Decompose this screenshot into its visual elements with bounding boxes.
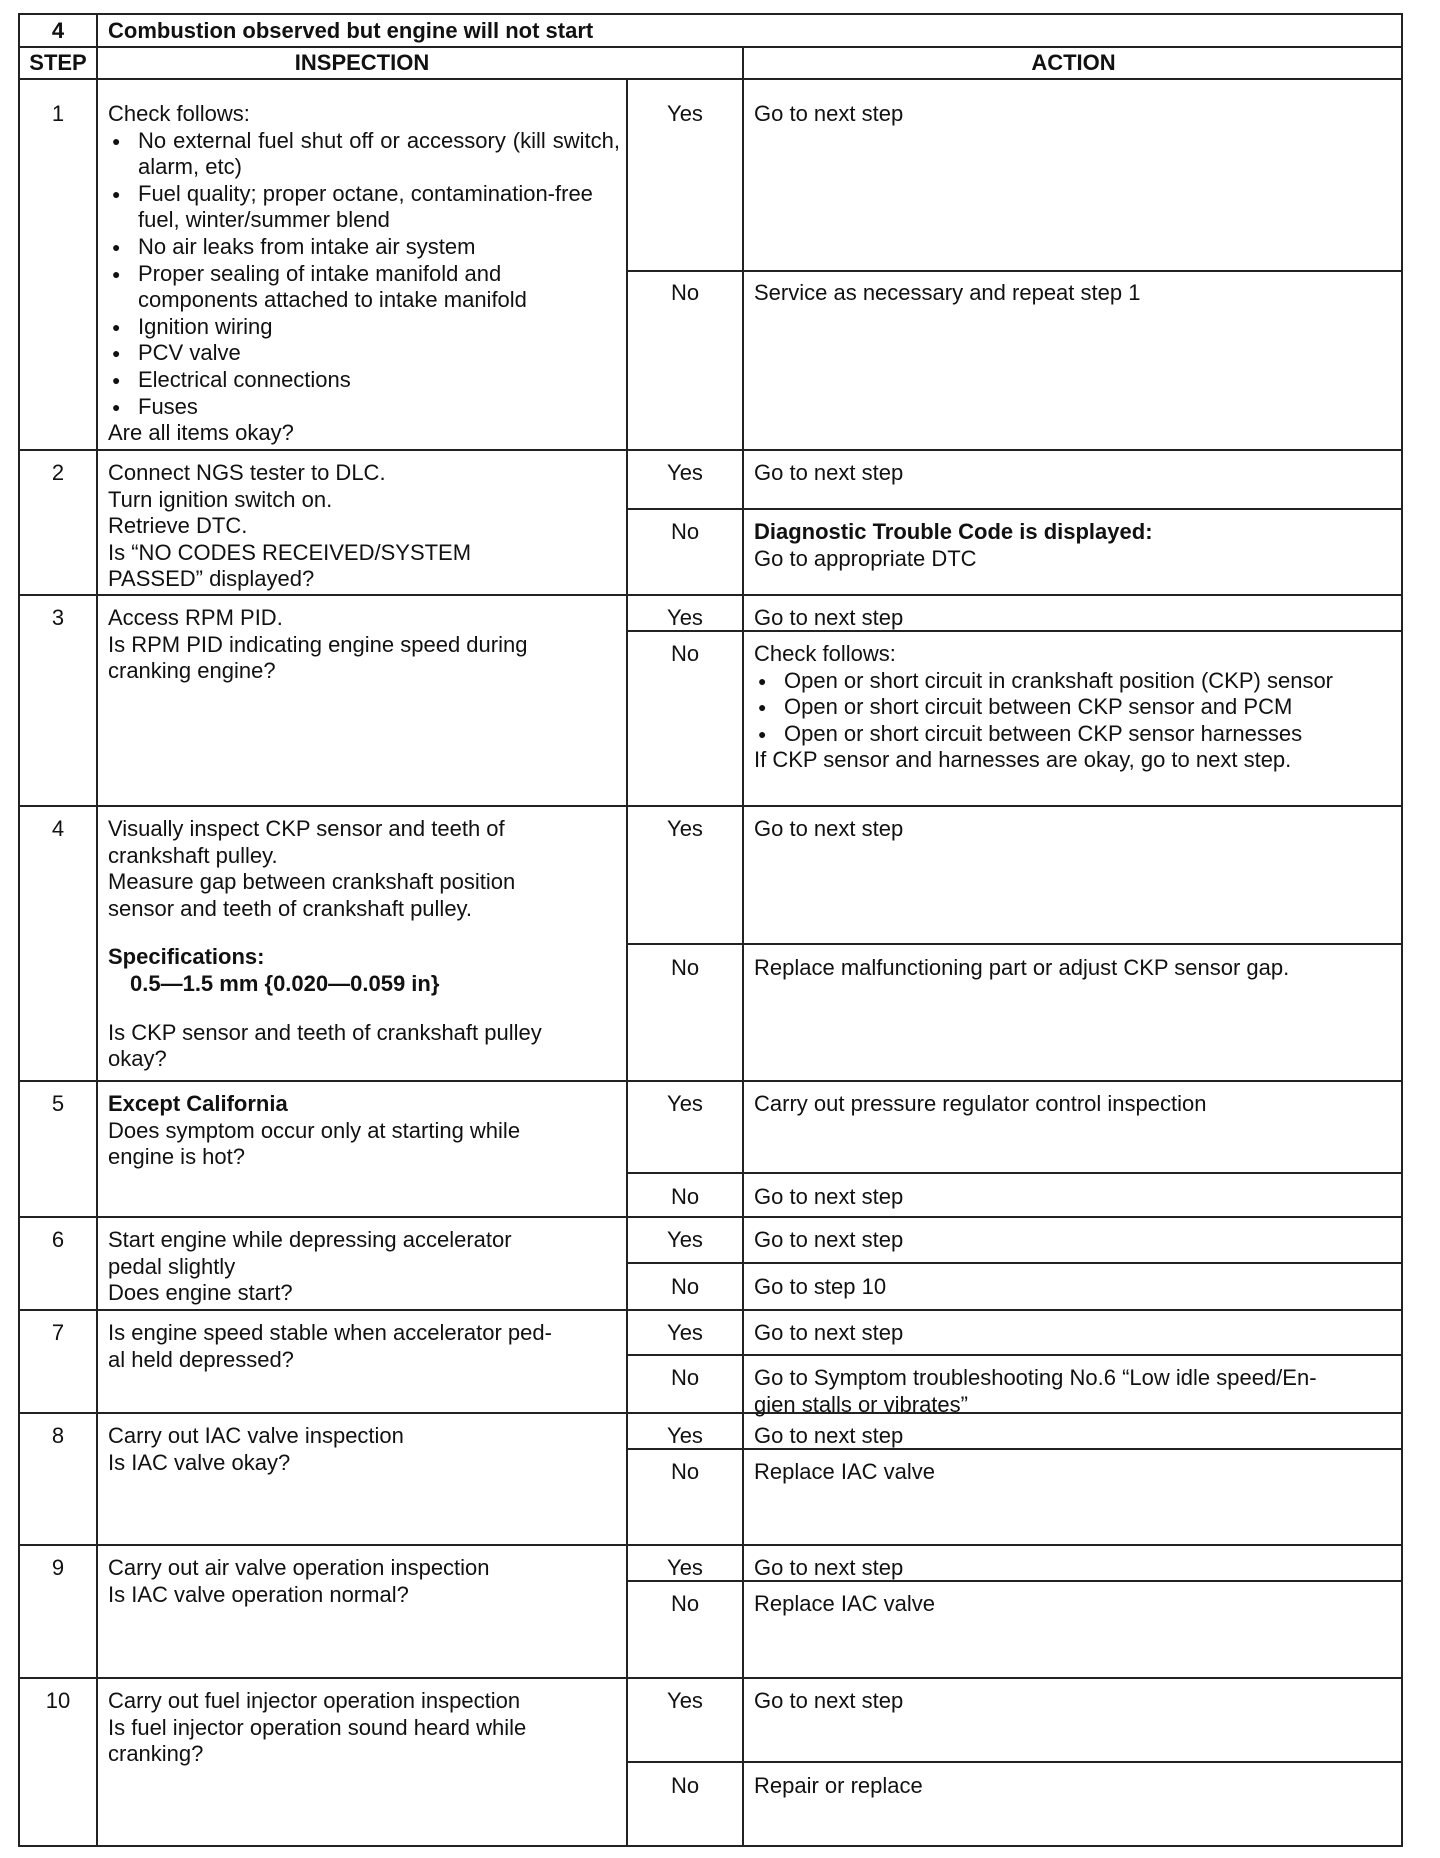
yes-label: Yes <box>667 1320 703 1345</box>
inspection-question: Is CKP sensor and teeth of crankshaft pulley <box>108 1019 542 1045</box>
no-label: No <box>670 1184 700 1209</box>
no-action: Repair or replace <box>754 1773 923 1798</box>
inspection-text: Connect NGS tester to DLC. <box>108 460 386 485</box>
yes-action: Carry out pressure regulator control inspection <box>754 1091 1207 1116</box>
divider <box>20 805 1403 807</box>
step-number: 9 <box>51 1555 65 1580</box>
step-2-inspection <box>108 460 620 593</box>
step-number: 2 <box>51 460 65 485</box>
inspection-text: Start engine while depressing accelerator <box>108 1227 512 1252</box>
no-label: No <box>670 1365 700 1390</box>
list-item: ● Fuses <box>108 394 620 421</box>
step-number: 3 <box>51 605 65 630</box>
list-item: ● Open or short circuit between CKP sensor harnesses <box>754 721 1374 748</box>
list-item: ● Electrical connections <box>108 367 620 394</box>
list-item: ● Open or short circuit in crankshaft position (CKP) sensor <box>754 668 1374 695</box>
step-number: 1 <box>51 101 65 126</box>
inspection-checklist <box>108 128 620 421</box>
divider <box>96 15 98 1847</box>
list-item: ● Fuel quality; proper octane, contamination-free fuel, winter/summer blend <box>108 181 620 234</box>
inspection-text: engine is hot? <box>108 1144 245 1170</box>
inspection-text: al held depressed? <box>108 1346 294 1372</box>
inspection-text: Carry out air valve operation inspection <box>108 1555 490 1580</box>
yes-action: Go to next step <box>754 460 904 485</box>
list-item: ● Ignition wiring <box>108 314 620 341</box>
no-action: Service as necessary and repeat step 1 <box>754 280 1141 305</box>
yes-label: Yes <box>667 101 703 126</box>
step-5-inspection <box>108 1091 620 1171</box>
divider <box>626 1262 1403 1264</box>
inspection-text: Access RPM PID. <box>108 605 283 630</box>
divider <box>626 508 1403 510</box>
step-number: 6 <box>51 1227 65 1252</box>
no-action: Go to next step <box>754 1184 904 1209</box>
inspection-question: Are all items okay? <box>108 420 294 446</box>
no-label: No <box>670 1459 700 1484</box>
spec-label: Specifications: <box>108 944 265 970</box>
step-number: 5 <box>51 1091 65 1116</box>
step-number: 8 <box>51 1423 65 1448</box>
yes-label: Yes <box>667 460 703 485</box>
divider <box>20 78 1403 80</box>
divider <box>626 1172 1403 1174</box>
divider <box>20 1544 1403 1546</box>
divider <box>20 594 1403 596</box>
inspection-heading: Except California <box>108 1091 288 1116</box>
divider <box>20 1309 1403 1311</box>
no-action-tail: If CKP sensor and harnesses are okay, go to next step. <box>754 747 1292 773</box>
step-3-no-action <box>754 641 1374 774</box>
spec-value: 0.5—1.5 mm {0.020—0.059 in} <box>130 970 440 996</box>
divider <box>626 270 1403 272</box>
yes-action: Go to next step <box>754 101 904 126</box>
inspection-text: Is “NO CODES RECEIVED/SYSTEM <box>108 539 472 565</box>
step-8-inspection <box>108 1423 620 1476</box>
no-label: No <box>670 1591 700 1616</box>
no-label: No <box>670 641 700 666</box>
inspection-text: Visually inspect CKP sensor and teeth of <box>108 816 505 841</box>
no-label: No <box>670 280 700 305</box>
step-3-inspection <box>108 605 620 685</box>
yes-label: Yes <box>667 1227 703 1252</box>
inspection-text: Check follows: <box>108 101 250 126</box>
step-7-no-action <box>754 1365 1394 1418</box>
no-label: No <box>670 1274 700 1299</box>
inspection-text: Is RPM PID indicating engine speed during <box>108 631 528 657</box>
no-action-heading: Diagnostic Trouble Code is displayed: <box>754 519 1153 544</box>
inspection-text: sensor and teeth of crankshaft pulley. <box>108 895 473 921</box>
yes-action: Go to next step <box>754 605 904 630</box>
step-9-inspection <box>108 1555 620 1608</box>
yes-label: Yes <box>667 605 703 630</box>
yes-label: Yes <box>667 1555 703 1580</box>
divider <box>626 1354 1403 1356</box>
yes-action: Go to next step <box>754 1320 904 1345</box>
yes-action: Go to next step <box>754 1555 904 1580</box>
step-6-inspection <box>108 1227 620 1307</box>
yes-action: Go to next step <box>754 1688 904 1713</box>
inspection-text: Turn ignition switch on. <box>108 486 333 512</box>
inspection-text: Is fuel injector operation sound heard while <box>108 1714 527 1740</box>
step-7-inspection <box>108 1320 620 1373</box>
inspection-text: pedal slightly <box>108 1253 236 1279</box>
no-label: No <box>670 1773 700 1798</box>
no-action: gien stalls or vibrates” <box>754 1391 968 1417</box>
no-action-lead: Check follows: <box>754 641 896 666</box>
list-item: ● No air leaks from intake air system <box>108 234 620 261</box>
inspection-text: PASSED” displayed? <box>108 566 315 592</box>
divider <box>742 47 744 1847</box>
inspection-text: Measure gap between crankshaft position <box>108 869 516 895</box>
yes-label: Yes <box>667 1091 703 1116</box>
no-action: Go to step 10 <box>754 1274 887 1299</box>
divider <box>626 1448 1403 1450</box>
list-item: ● PCV valve <box>108 340 620 367</box>
inspection-text: Is IAC valve okay? <box>108 1449 291 1475</box>
divider <box>20 1216 1403 1218</box>
step-number: 10 <box>45 1688 71 1713</box>
divider <box>626 630 1403 632</box>
step-number: 7 <box>51 1320 65 1345</box>
inspection-question: okay? <box>108 1046 167 1072</box>
inspection-text: Retrieve DTC. <box>108 513 248 539</box>
step-number: 4 <box>51 816 65 841</box>
divider <box>626 1580 1403 1582</box>
divider <box>20 1080 1403 1082</box>
divider <box>626 1761 1403 1763</box>
divider <box>626 943 1403 945</box>
list-item: ● Open or short circuit between CKP sensor and PCM <box>754 694 1374 721</box>
yes-action: Go to next step <box>754 1423 904 1448</box>
inspection-text: Is IAC valve operation normal? <box>108 1581 409 1607</box>
inspection-text: Carry out fuel injector operation inspection <box>108 1688 521 1713</box>
inspection-text: cranking? <box>108 1741 204 1767</box>
no-label: No <box>670 519 700 544</box>
inspection-text: crankshaft pulley. <box>108 842 278 868</box>
no-action: Replace IAC valve <box>754 1459 935 1484</box>
no-label: No <box>670 955 700 980</box>
inspection-text: Does symptom occur only at starting while <box>108 1117 521 1143</box>
yes-action: Go to next step <box>754 816 904 841</box>
column-header-action: ACTION <box>1031 50 1116 75</box>
yes-action: Go to next step <box>754 1227 904 1252</box>
inspection-text: Is engine speed stable when accelerator ped- <box>108 1320 552 1345</box>
divider <box>20 449 1403 451</box>
list-item: ● No external fuel shut off or accessory (kill switch, alarm, etc) <box>108 128 620 181</box>
column-header-step: STEP <box>29 50 87 75</box>
section-number: 4 <box>51 18 65 43</box>
no-action: Go to Symptom troubleshooting No.6 “Low idle speed/En- <box>754 1365 1317 1390</box>
step-1-inspection <box>108 101 620 447</box>
inspection-text: cranking engine? <box>108 658 276 684</box>
yes-label: Yes <box>667 816 703 841</box>
inspection-text: Carry out IAC valve inspection <box>108 1423 404 1448</box>
column-header-inspection: INSPECTION <box>294 50 430 75</box>
action-checklist <box>754 668 1374 748</box>
step-10-inspection <box>108 1688 620 1768</box>
no-action: Replace IAC valve <box>754 1591 935 1616</box>
divider <box>20 46 1403 48</box>
section-title: Combustion observed but engine will not start <box>108 18 594 43</box>
list-item: ● Proper sealing of intake manifold and components attached to intake manifold <box>108 261 620 314</box>
yes-label: Yes <box>667 1688 703 1713</box>
step-4-inspection <box>108 816 620 1073</box>
no-action: Replace malfunctioning part or adjust CKP sensor gap. <box>754 955 1290 980</box>
divider <box>20 1677 1403 1679</box>
inspection-text: Does engine start? <box>108 1280 293 1306</box>
troubleshooting-table <box>18 13 1403 1847</box>
yes-label: Yes <box>667 1423 703 1448</box>
no-action: Go to appropriate DTC <box>754 546 977 571</box>
